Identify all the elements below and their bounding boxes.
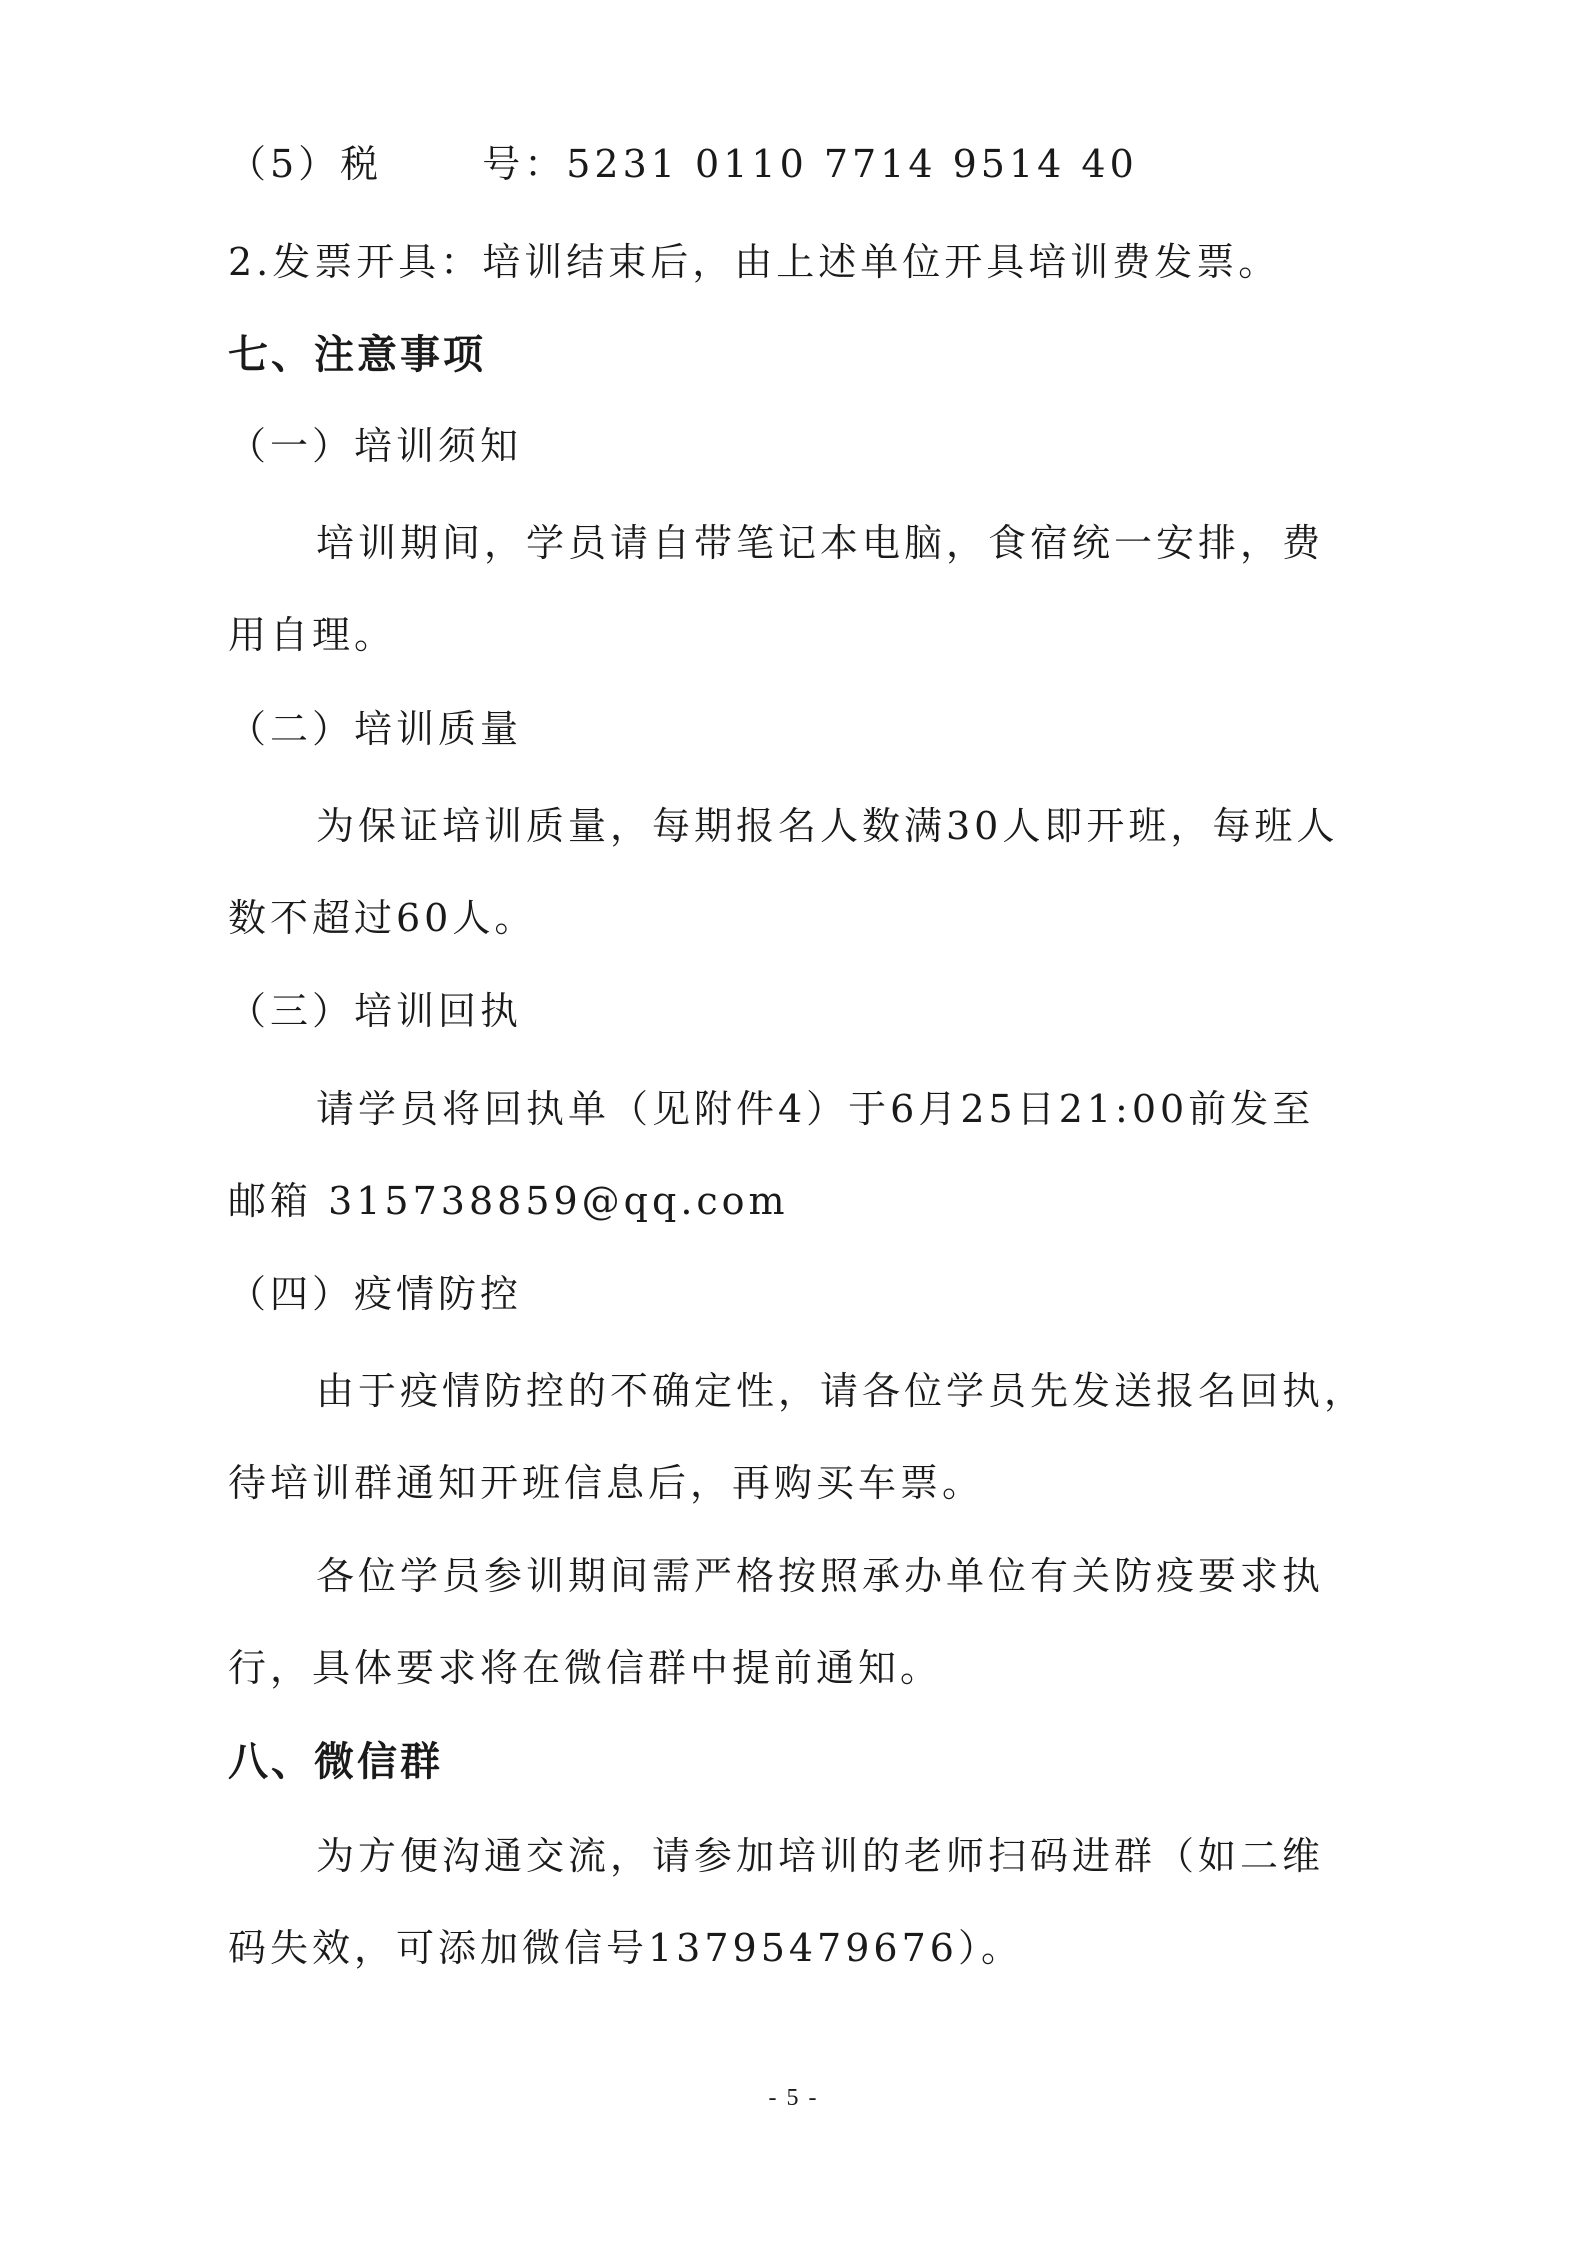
paragraph-epidemic-rules-cont: 行，具体要求将在微信群中提前通知。 xyxy=(228,1646,943,1690)
paragraph-epidemic-control: 由于疫情防控的不确定性，请各位学员先发送报名回执， xyxy=(316,1369,1367,1413)
invoice-issue-line: 2.发票开具：培训结束后，由上述单位开具培训费发票。 xyxy=(228,240,1281,284)
paragraph-training-quality-cont: 数不超过60人。 xyxy=(228,896,537,940)
paragraph-training-notice-cont: 用自理。 xyxy=(228,613,397,657)
subheading-training-quality: （二）培训质量 xyxy=(228,707,523,751)
section-heading-wechat-group: 八、微信群 xyxy=(228,1739,443,1785)
page-number: - 5 - xyxy=(768,2085,819,2111)
section-heading-notes: 七、注意事项 xyxy=(228,332,486,378)
subheading-training-notice: （一）培训须知 xyxy=(228,424,523,468)
paragraph-training-quality: 为保证培训质量，每期报名人数满30人即开班，每班人 xyxy=(316,804,1339,848)
paragraph-training-notice: 培训期间，学员请自带笔记本电脑，食宿统一安排，费 xyxy=(316,521,1325,565)
subheading-epidemic-control: （四）疫情防控 xyxy=(228,1272,523,1316)
tax-number-line: （5）税 号：5231 0110 7714 9514 40 xyxy=(228,142,1138,186)
paragraph-epidemic-control-cont: 待培训群通知开班信息后，再购买车票。 xyxy=(228,1461,985,1505)
paragraph-wechat-group: 为方便沟通交流，请参加培训的老师扫码进群（如二维 xyxy=(316,1834,1325,1878)
paragraph-epidemic-rules: 各位学员参训期间需严格按照承办单位有关防疫要求执 xyxy=(316,1554,1325,1598)
paragraph-training-receipt: 请学员将回执单（见附件4）于6月25日21:00前发至 xyxy=(316,1087,1315,1131)
paragraph-wechat-group-cont: 码失效，可添加微信号13795479676）。 xyxy=(228,1926,1023,1970)
subheading-training-receipt: （三）培训回执 xyxy=(228,989,523,1033)
email-line: 邮箱 315738859@qq.com xyxy=(228,1179,789,1223)
